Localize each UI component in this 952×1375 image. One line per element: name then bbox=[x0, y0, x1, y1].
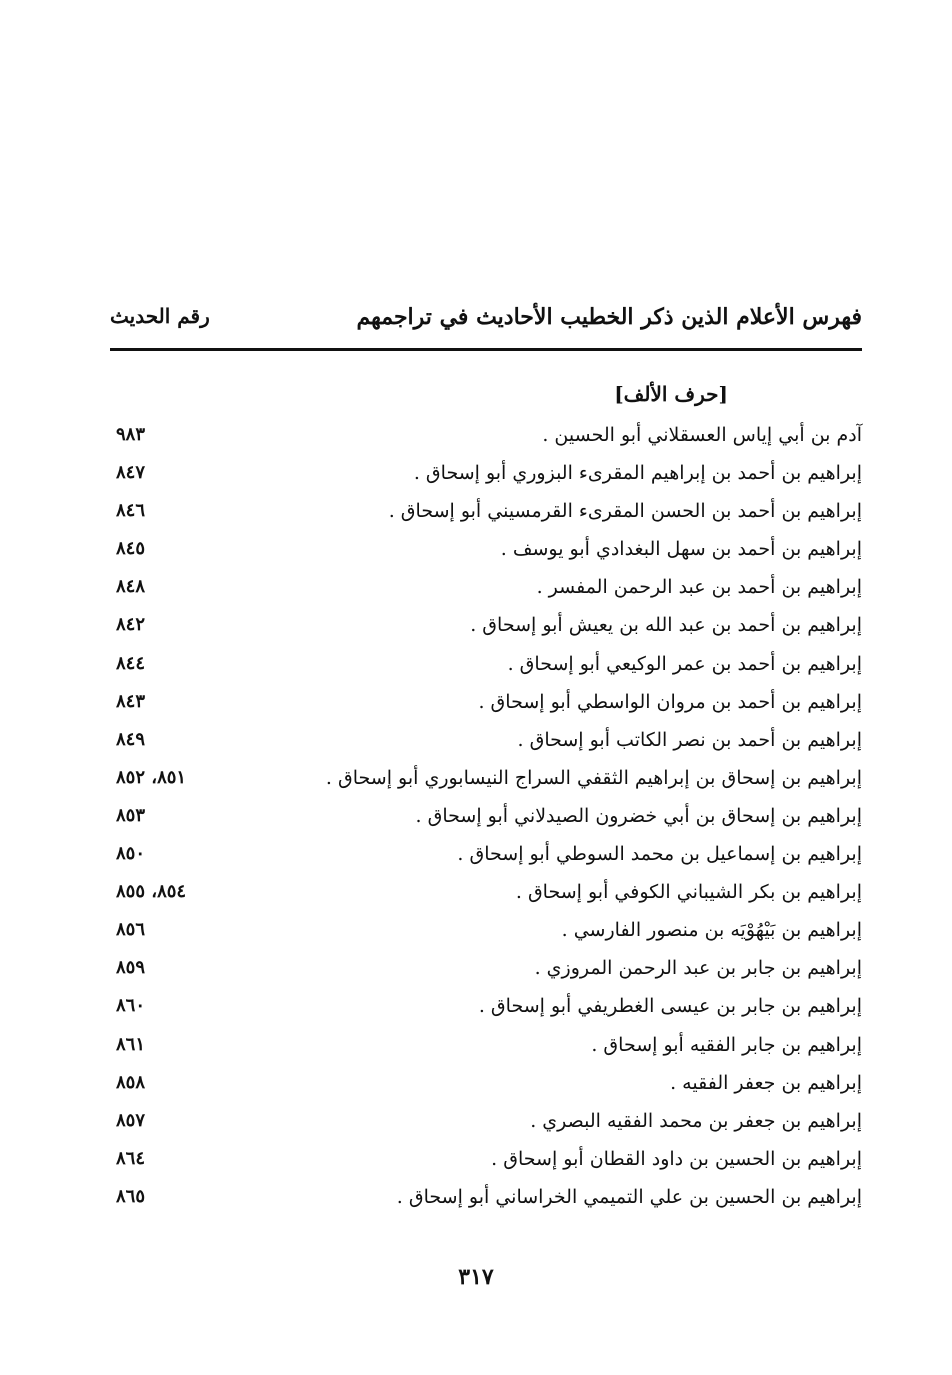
entry-name: إبراهيم بن أحمد بن عبد الرحمن المفسر . bbox=[536, 576, 862, 599]
entry-hadith-number: ٨٤٧ bbox=[116, 462, 146, 484]
index-entry bbox=[110, 649, 862, 687]
entry-name: إبراهيم بن أحمد بن عمر الوكيعي أبو إسحاق . bbox=[507, 652, 862, 675]
entry-name: إبراهيم بن جابر بن عبد الرحمن المروزي . bbox=[534, 957, 862, 980]
entry-name: إبراهيم بن بَيْهُوْيَه بن منصور الفارسي . bbox=[561, 919, 862, 942]
index-entry bbox=[110, 1144, 862, 1182]
index-entries-list bbox=[110, 420, 862, 1220]
entry-name: إبراهيم بن أحمد بن سهل البغدادي أبو يوسف . bbox=[500, 538, 862, 561]
index-entry bbox=[110, 1106, 862, 1144]
entry-hadith-number: ٨٦١ bbox=[116, 1033, 146, 1055]
index-entry bbox=[110, 420, 862, 458]
entry-name: إبراهيم بن جعفر بن محمد الفقيه البصري . bbox=[530, 1109, 862, 1132]
index-entry bbox=[110, 725, 862, 763]
entry-name: إبراهيم بن إسحاق بن إبراهيم الثقفي السراج النيسابوري أبو إسحاق . bbox=[325, 766, 862, 789]
index-entry bbox=[110, 610, 862, 648]
entry-name: إبراهيم بن جابر بن عيسى الغطريفي أبو إسحاق . bbox=[478, 995, 862, 1018]
entry-hadith-number: ٨٦٠ bbox=[116, 995, 146, 1017]
header-divider bbox=[110, 348, 862, 351]
index-entry bbox=[110, 877, 862, 915]
entry-hadith-number: ٨٥٧ bbox=[116, 1109, 146, 1131]
page-number: ٣١٧ bbox=[458, 1264, 494, 1290]
entry-hadith-number: ٨٤٢ bbox=[116, 614, 146, 636]
entry-name: إبراهيم بن إسماعيل بن محمد السوطي أبو إسحاق . bbox=[457, 843, 862, 866]
index-title: فهرس الأعلام الذين ذكر الخطيب الأحاديث في تراجمهم bbox=[356, 304, 862, 330]
index-entry bbox=[110, 496, 862, 534]
entry-hadith-number: ٨٥٩ bbox=[116, 957, 146, 979]
index-entry bbox=[110, 687, 862, 725]
entry-hadith-number: ٨٤٦ bbox=[116, 500, 146, 522]
entry-name: إبراهيم بن جابر الفقيه أبو إسحاق . bbox=[591, 1033, 862, 1056]
entry-hadith-number: ٨٤٨ bbox=[116, 576, 146, 598]
index-entry bbox=[110, 915, 862, 953]
entry-hadith-number: ٨٤٥ bbox=[116, 538, 146, 560]
entry-hadith-number: ٩٨٣ bbox=[116, 424, 146, 445]
entry-hadith-number: ٨٥١، ٨٥٢ bbox=[116, 766, 187, 788]
index-entry bbox=[110, 534, 862, 572]
entry-name: إبراهيم بن الحسين بن علي التميمي الخراساني أبو إسحاق . bbox=[396, 1185, 862, 1208]
entry-name: إبراهيم بن إسحاق بن أبي خضرون الصيدلاني أبو إسحاق . bbox=[415, 804, 862, 827]
index-entry bbox=[110, 1030, 862, 1068]
entry-hadith-number: ٨٥٣ bbox=[116, 804, 146, 826]
entry-name: إبراهيم بن جعفر الفقيه . bbox=[670, 1071, 862, 1094]
entry-hadith-number: ٨٤٣ bbox=[116, 690, 146, 712]
entry-hadith-number: ٨٥٨ bbox=[116, 1071, 146, 1093]
entry-hadith-number: ٨٥٦ bbox=[116, 919, 146, 941]
index-entry bbox=[110, 458, 862, 496]
entry-name: آدم بن أبي إياس العسقلاني أبو الحسين . bbox=[542, 424, 862, 446]
entry-name: إبراهيم بن أحمد بن نصر الكاتب أبو إسحاق . bbox=[517, 728, 862, 751]
index-entry bbox=[110, 953, 862, 991]
entry-name: إبراهيم بن أحمد بن الحسن المقرىء القرمسيني أبو إسحاق . bbox=[388, 500, 862, 523]
entry-name: إبراهيم بن بكر الشيباني الكوفي أبو إسحاق . bbox=[515, 881, 862, 904]
entry-hadith-number: ٨٦٤ bbox=[116, 1147, 146, 1169]
entry-hadith-number: ٨٦٥ bbox=[116, 1185, 146, 1207]
page-header bbox=[110, 300, 862, 340]
entry-hadith-number: ٨٤٩ bbox=[116, 728, 146, 750]
entry-name: إبراهيم بن أحمد بن مروان الواسطي أبو إسحاق . bbox=[478, 690, 862, 713]
index-entry bbox=[110, 839, 862, 877]
entry-hadith-number: ٨٤٤ bbox=[116, 652, 146, 674]
index-entry bbox=[110, 991, 862, 1029]
index-entry bbox=[110, 1182, 862, 1220]
entry-name: إبراهيم بن أحمد بن عبد الله بن يعيش أبو إسحاق . bbox=[470, 614, 862, 637]
hadith-number-column-label: رقم الحديث bbox=[110, 304, 210, 328]
section-heading: [حرف الألف] bbox=[614, 382, 728, 406]
index-entry bbox=[110, 763, 862, 801]
entry-hadith-number: ٨٥٠ bbox=[116, 843, 146, 865]
entry-name: إبراهيم بن الحسين بن داود القطان أبو إسحاق . bbox=[491, 1147, 862, 1170]
index-entry bbox=[110, 801, 862, 839]
entry-name: إبراهيم بن أحمد بن إبراهيم المقرىء البزوري أبو إسحاق . bbox=[413, 462, 862, 485]
index-entry bbox=[110, 572, 862, 610]
index-entry bbox=[110, 1068, 862, 1106]
entry-hadith-number: ٨٥٤، ٨٥٥ bbox=[116, 881, 187, 903]
